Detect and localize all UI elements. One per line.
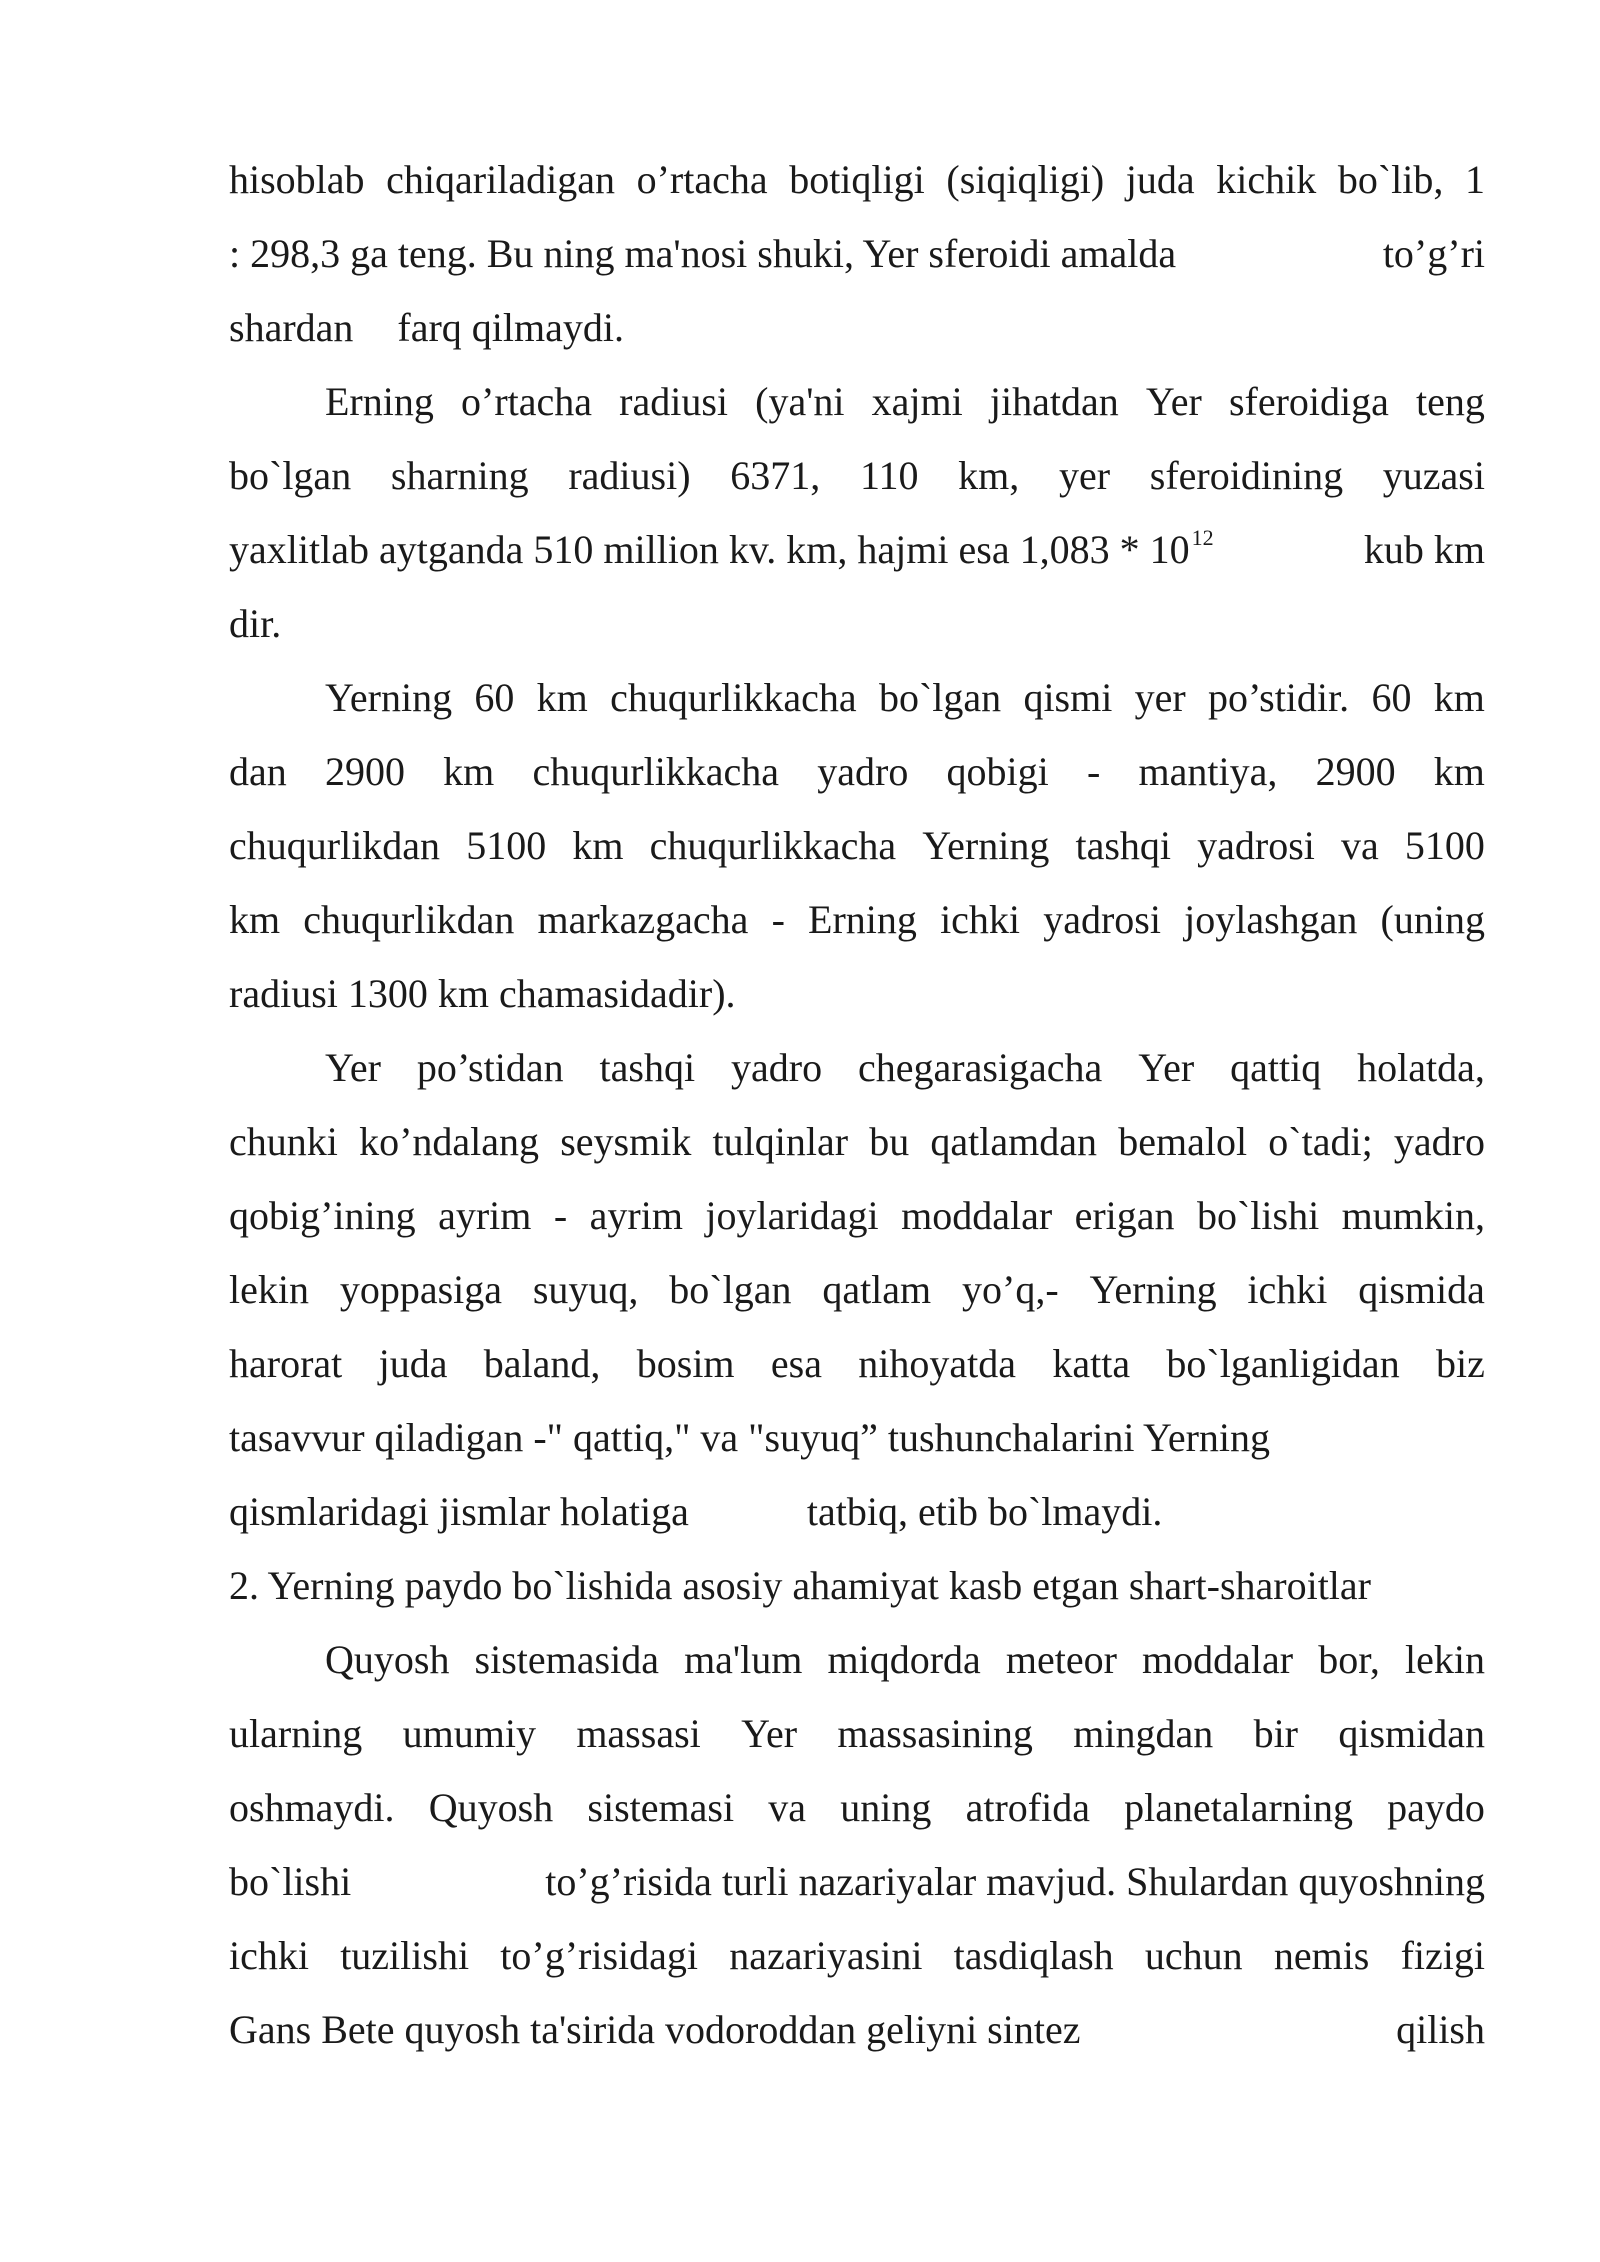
word: ko’ndalang <box>359 1119 540 1164</box>
text-fragment: radiusi 1300 km chamasidadir). <box>229 971 736 1016</box>
word: chiqariladigan <box>386 157 615 202</box>
word: paydo <box>1387 1785 1485 1830</box>
word: atrofida <box>965 1785 1090 1830</box>
word: yer <box>1134 675 1186 720</box>
word: 1 <box>1465 157 1485 202</box>
word: bo`lib, <box>1337 157 1444 202</box>
text-fragment <box>229 1771 1485 1845</box>
word: kichik <box>1216 157 1317 202</box>
text-line <box>229 587 1485 661</box>
word: va <box>768 1785 807 1830</box>
word: yadro <box>817 749 909 794</box>
text-line <box>325 1031 1485 1105</box>
word: erigan <box>1074 1193 1175 1238</box>
word: 60 <box>474 675 515 720</box>
text-fragment: 2. Yerning paydo bo`lishida asosiy ahamiyat kasb etgan shart-sharoitlar <box>229 1563 1371 1608</box>
word: bu <box>869 1119 910 1164</box>
word: jihatdan <box>989 379 1119 424</box>
word: planetalarning <box>1124 1785 1353 1830</box>
word: qismi <box>1023 675 1113 720</box>
word: ayrim <box>438 1193 532 1238</box>
word: - <box>771 897 785 942</box>
word: markazgacha <box>537 897 749 942</box>
text-fragment <box>229 1253 1485 1327</box>
word: hisoblab <box>229 157 365 202</box>
word: chuqurlikkacha <box>610 675 857 720</box>
word: Yerning <box>325 675 453 720</box>
text-line <box>229 1401 1485 1475</box>
word: juda <box>378 1341 448 1386</box>
word: tuzilishi <box>340 1933 470 1978</box>
word: km, <box>958 453 1020 498</box>
word: ayrim <box>589 1193 683 1238</box>
text-fragment: qismlaridagi jismlar holatiga <box>229 1489 689 1534</box>
word: yoppasiga <box>339 1267 503 1312</box>
word: po’stidan <box>416 1045 564 1090</box>
word: joylashgan <box>1184 897 1358 942</box>
text-fragment <box>229 1105 1485 1179</box>
word: qismida <box>1358 1267 1485 1312</box>
text-fragment <box>229 1697 1485 1771</box>
word: tulqinlar <box>712 1119 849 1164</box>
text-line <box>325 1623 1485 1697</box>
word: qobigi <box>946 749 1049 794</box>
word: bo`lganligidan <box>1166 1341 1400 1386</box>
word: ularning <box>229 1711 363 1756</box>
text-fragment <box>325 1031 1485 1105</box>
word: yadrosi <box>1043 897 1161 942</box>
word: yadro <box>1393 1119 1485 1164</box>
word: tashqi <box>1075 823 1171 868</box>
text-fragment: qilish <box>1396 2007 1485 2052</box>
word: (uning <box>1380 897 1485 942</box>
word: - <box>553 1193 568 1238</box>
word: botiqligi <box>789 157 925 202</box>
word: bir <box>1253 1711 1298 1756</box>
word: (ya'ni <box>755 379 845 424</box>
superscript-exponent: 12 <box>1191 525 1214 550</box>
text-fragment <box>229 513 1214 587</box>
text-line <box>229 1105 1485 1179</box>
text-fragment <box>325 661 1485 735</box>
text-fragment <box>229 883 1485 957</box>
text-line <box>229 1697 1485 1771</box>
word: ma'lum <box>684 1637 803 1682</box>
text-fragment: dir. <box>229 601 282 646</box>
text-line <box>229 439 1485 513</box>
word: miqdorda <box>827 1637 981 1682</box>
text-line <box>229 1327 1485 1401</box>
word: nazariyasini <box>729 1933 923 1978</box>
word: moddalar <box>901 1193 1053 1238</box>
word: bo`lgan <box>878 675 1002 720</box>
word: yer <box>1059 453 1111 498</box>
word: radiusi) <box>568 453 691 498</box>
word: Erning <box>808 897 917 942</box>
word: km <box>1433 749 1485 794</box>
word: qobig’ining <box>229 1193 416 1238</box>
text-fragment: : 298,3 ga teng. Bu ning ma'nosi shuki, Yer sferoidi amalda <box>229 231 1177 276</box>
word: katta <box>1052 1341 1131 1386</box>
word: Yer <box>1138 1045 1195 1090</box>
text-fragment <box>229 1179 1485 1253</box>
word: Yerning <box>1089 1267 1217 1312</box>
text-fragment: farq qilmaydi. <box>397 305 625 350</box>
word: bor, <box>1318 1637 1380 1682</box>
word: 6371, <box>730 453 821 498</box>
text-fragment: kub km <box>1363 527 1485 572</box>
text-line <box>229 883 1485 957</box>
word: qatlamdan <box>930 1119 1098 1164</box>
word: bosim <box>636 1341 735 1386</box>
word: tasdiqlash <box>953 1933 1114 1978</box>
word: mantiya, <box>1138 749 1278 794</box>
word: lekin <box>229 1267 309 1312</box>
word: baland, <box>483 1341 601 1386</box>
text-line <box>325 661 1485 735</box>
text-fragment <box>229 735 1485 809</box>
word: radiusi <box>619 379 729 424</box>
word: to’g’risidagi <box>500 1933 699 1978</box>
word: mumkin, <box>1341 1193 1485 1238</box>
word: bo`lgan <box>229 453 352 498</box>
text-fragment <box>229 1919 1485 1993</box>
word: esa <box>770 1341 822 1386</box>
word: bo`lishi <box>1196 1193 1320 1238</box>
word: sistemasida <box>474 1637 659 1682</box>
text-fragment: tatbiq, etib bo`lmaydi. <box>806 1489 1163 1534</box>
text-line <box>229 809 1485 883</box>
word: tashqi <box>599 1045 696 1090</box>
word: Yer <box>325 1045 381 1090</box>
text-fragment: shardan <box>229 305 354 350</box>
word: qattiq <box>1230 1045 1322 1090</box>
text-fragment: tasavvur qiladigan -" qattiq," va "suyuq” tushunchalarini Yerning <box>229 1415 1271 1460</box>
word: sferoidiga <box>1228 379 1389 424</box>
word: yuzasi <box>1382 453 1485 498</box>
text-line <box>229 291 1485 365</box>
word: teng <box>1416 379 1485 424</box>
word: sistemasi <box>587 1785 735 1830</box>
text-fragment: to’g’ri <box>1382 231 1485 276</box>
word: mingdan <box>1073 1711 1214 1756</box>
word: Quyosh <box>428 1785 554 1830</box>
word: qatlam <box>822 1267 932 1312</box>
text-line <box>325 365 1485 439</box>
word: chuqurlikdan <box>303 897 515 942</box>
word: Erning <box>325 379 434 424</box>
word: 5100 <box>466 823 547 868</box>
word: 5100 <box>1404 823 1485 868</box>
word: harorat <box>229 1341 343 1386</box>
word: chuqurlikkacha <box>649 823 897 868</box>
word: po’stidir. <box>1208 675 1350 720</box>
word: nihoyatda <box>858 1341 1017 1386</box>
word: yadro <box>731 1045 823 1090</box>
word: uning <box>840 1785 932 1830</box>
text-fragment: Gans Bete quyosh ta'sirida vodoroddan geliyni sintez <box>229 2007 1081 2052</box>
word: meteor <box>1005 1637 1117 1682</box>
word: seysmik <box>560 1119 692 1164</box>
word: km <box>572 823 624 868</box>
word: moddalar <box>1142 1637 1294 1682</box>
word: chuqurlikdan <box>229 823 441 868</box>
text-fragment <box>229 809 1485 883</box>
text-fragment: to’g’risida turli nazariyalar mavjud. Shulardan quyoshning <box>545 1859 1485 1904</box>
word: Yer <box>1145 379 1202 424</box>
text-fragment: yaxlitlab aytganda 510 million kv. km, hajmi esa 1,083 * 10 <box>229 527 1190 572</box>
word: chunki <box>229 1119 338 1164</box>
word: 2900 <box>324 749 405 794</box>
section-heading <box>229 1549 1485 1623</box>
word: 2900 <box>1315 749 1396 794</box>
word: bemalol <box>1118 1119 1248 1164</box>
word: sferoidining <box>1149 453 1344 498</box>
word: yadrosi <box>1197 823 1315 868</box>
text-line <box>229 1475 1485 1549</box>
word: lekin <box>1405 1637 1485 1682</box>
word: Quyosh <box>325 1637 450 1682</box>
word: ichki <box>940 897 1021 942</box>
text-fragment <box>229 439 1485 513</box>
word: va <box>1341 823 1379 868</box>
word: ichki <box>1247 1267 1328 1312</box>
word: Yer <box>741 1711 798 1756</box>
word: o’rtacha <box>636 157 768 202</box>
word: km <box>443 749 495 794</box>
text-line <box>229 1993 1485 2067</box>
word: suyuq, <box>532 1267 639 1312</box>
text-fragment <box>229 1327 1485 1401</box>
word: (siqiqligi) <box>946 157 1105 202</box>
text-line <box>229 735 1485 809</box>
text-fragment <box>325 365 1485 439</box>
word: qismidan <box>1338 1711 1485 1756</box>
word: nemis <box>1273 1933 1370 1978</box>
word: massasi <box>576 1711 701 1756</box>
word: xajmi <box>871 379 963 424</box>
text-line <box>229 1919 1485 1993</box>
word: umumiy <box>402 1711 536 1756</box>
word: ichki <box>229 1933 309 1978</box>
text-fragment <box>325 1623 1485 1697</box>
text-line <box>229 143 1485 217</box>
word: joylaridagi <box>705 1193 879 1238</box>
text-line <box>229 957 1485 1031</box>
word: biz <box>1436 1341 1485 1386</box>
word: holatda, <box>1357 1045 1485 1090</box>
word: Yerning <box>922 823 1050 868</box>
word: sharning <box>390 453 529 498</box>
word: fizigi <box>1400 1933 1485 1978</box>
text-line <box>229 1845 1485 1919</box>
word: massasining <box>837 1711 1033 1756</box>
text-line <box>229 1771 1485 1845</box>
word: - <box>1086 749 1101 794</box>
word: uchun <box>1144 1933 1243 1978</box>
text-line <box>229 513 1485 587</box>
text-line <box>229 217 1485 291</box>
text-line <box>229 1253 1485 1327</box>
word: juda <box>1125 157 1195 202</box>
word: dan <box>229 749 287 794</box>
word: 110 <box>859 453 919 498</box>
word: o’rtacha <box>461 379 593 424</box>
word: km <box>1433 675 1485 720</box>
word: yo’q,- <box>962 1267 1059 1312</box>
word: o`tadi; <box>1268 1119 1373 1164</box>
word: 60 <box>1371 675 1412 720</box>
word: km <box>536 675 588 720</box>
word: bo`lgan <box>669 1267 792 1312</box>
word: km <box>229 897 281 942</box>
word: chuqurlikkacha <box>532 749 780 794</box>
text-fragment <box>229 143 1485 217</box>
word: chegarasigacha <box>858 1045 1103 1090</box>
word: oshmaydi. <box>229 1785 395 1830</box>
text-line <box>229 1179 1485 1253</box>
text-fragment: bo`lishi <box>229 1859 352 1904</box>
